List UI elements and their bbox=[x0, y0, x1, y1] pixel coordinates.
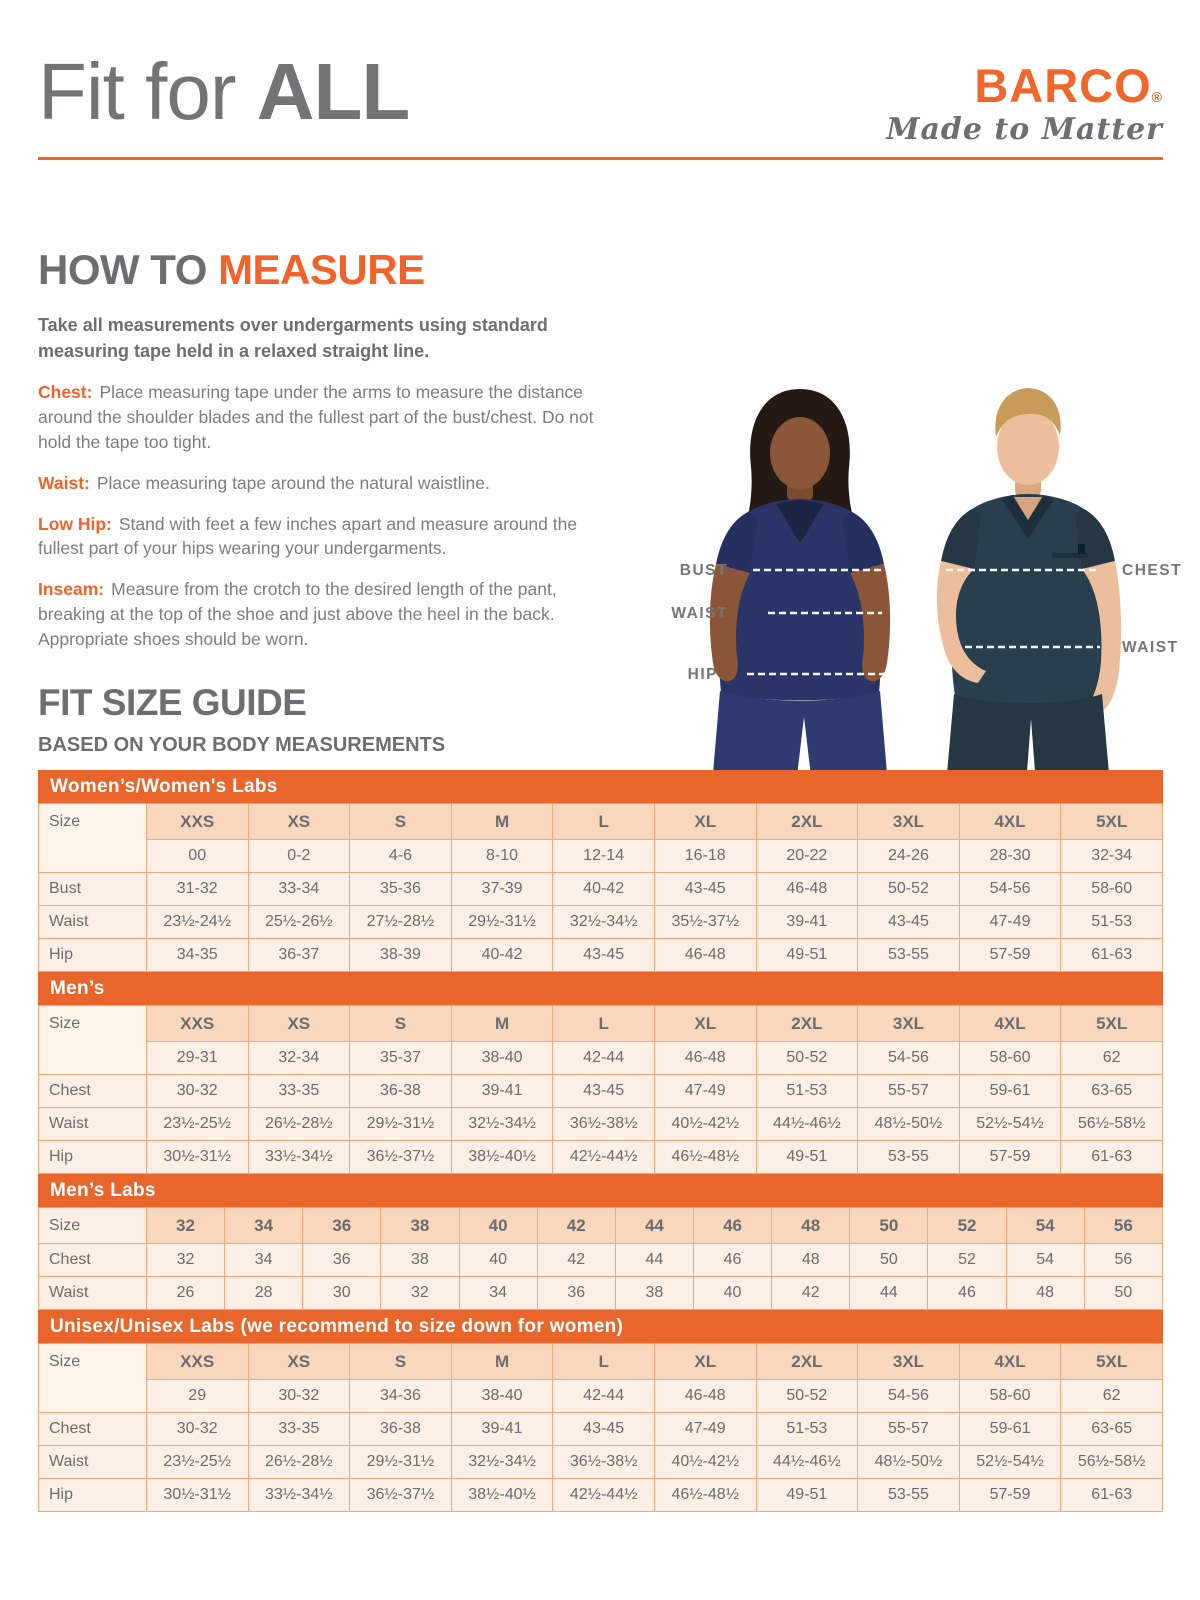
measure-cell: 39-41 bbox=[451, 1413, 553, 1446]
numeric-size-cell: 50-52 bbox=[756, 1042, 858, 1075]
numeric-size-cell: 42-44 bbox=[553, 1042, 655, 1075]
measure-cell: 58-60 bbox=[1061, 873, 1163, 906]
measure-cell: 40 bbox=[459, 1244, 537, 1277]
measure-row-label: Waist bbox=[39, 1446, 147, 1479]
size-header-cell: 5XL bbox=[1061, 804, 1163, 840]
measure-cell: 51-53 bbox=[756, 1075, 858, 1108]
size-row-label: Size bbox=[39, 804, 147, 873]
brand-tagline: Made to Matter bbox=[886, 112, 1163, 147]
measure-term-lowhip: Low Hip: bbox=[38, 513, 112, 534]
size-header-cell: XS bbox=[248, 804, 350, 840]
measure-cell: 43-45 bbox=[553, 1075, 655, 1108]
measure-cell: 52½-54½ bbox=[959, 1446, 1061, 1479]
numeric-size-cell: 12-14 bbox=[553, 840, 655, 873]
numeric-size-cell: 28-30 bbox=[959, 840, 1061, 873]
measure-cell: 42½-44½ bbox=[553, 1479, 655, 1512]
measure-cell: 40-42 bbox=[451, 939, 553, 972]
measure-cell: 43-45 bbox=[858, 906, 960, 939]
size-header-cell: 52 bbox=[928, 1208, 1006, 1244]
numeric-size-cell: 46-48 bbox=[654, 1042, 756, 1075]
measure-cell: 38 bbox=[381, 1244, 459, 1277]
brand-wordmark: BARCO bbox=[974, 59, 1152, 112]
numeric-size-cell: 38-40 bbox=[451, 1380, 553, 1413]
measure-cell: 46 bbox=[693, 1244, 771, 1277]
numeric-size-cell: 32-34 bbox=[1061, 840, 1163, 873]
measure-cell: 30-32 bbox=[146, 1413, 248, 1446]
size-guide-subtitle: BASED ON YOUR BODY MEASUREMENTS bbox=[38, 734, 446, 756]
measure-cell: 56½-58½ bbox=[1061, 1108, 1163, 1141]
size-header-cell: 4XL bbox=[959, 1344, 1061, 1380]
measure-term-waist: Waist: bbox=[38, 472, 90, 493]
measure-cell: 38½-40½ bbox=[451, 1141, 553, 1174]
measure-row-label: Chest bbox=[39, 1075, 147, 1108]
measure-cell: 32 bbox=[146, 1244, 224, 1277]
size-header-cell: 3XL bbox=[858, 1006, 960, 1042]
table-row bbox=[39, 1075, 1163, 1108]
measure-cell: 36 bbox=[303, 1244, 381, 1277]
measure-cell: 48½-50½ bbox=[858, 1446, 960, 1479]
measure-cell: 47-49 bbox=[654, 1075, 756, 1108]
size-header-cell: 4XL bbox=[959, 1006, 1061, 1042]
measure-cell: 36½-37½ bbox=[350, 1141, 452, 1174]
how-to-measure-title-orange: MEASURE bbox=[218, 246, 425, 293]
measure-cell: 48 bbox=[772, 1244, 850, 1277]
numeric-size-cell: 00 bbox=[146, 840, 248, 873]
measure-cell: 29½-31½ bbox=[350, 1108, 452, 1141]
measure-row-label: Chest bbox=[39, 1244, 147, 1277]
table-row bbox=[39, 906, 1163, 939]
size-row-label: Size bbox=[39, 1208, 147, 1244]
measure-cell: 56½-58½ bbox=[1061, 1446, 1163, 1479]
numeric-size-cell: 54-56 bbox=[858, 1042, 960, 1075]
measure-cell: 38 bbox=[615, 1277, 693, 1310]
size-header-cell: S bbox=[350, 804, 452, 840]
numeric-size-cell: 62 bbox=[1061, 1042, 1163, 1075]
measure-cell: 36½-38½ bbox=[553, 1446, 655, 1479]
measure-cell: 46½-48½ bbox=[654, 1141, 756, 1174]
measure-cell: 28 bbox=[225, 1277, 303, 1310]
table-row bbox=[39, 1244, 1163, 1277]
measure-cell: 36½-37½ bbox=[350, 1479, 452, 1512]
measure-cell: 30 bbox=[303, 1277, 381, 1310]
table-row bbox=[39, 939, 1163, 972]
numeric-size-cell: 46-48 bbox=[654, 1380, 756, 1413]
measure-row-label: Waist bbox=[39, 1108, 147, 1141]
measure-cell: 42½-44½ bbox=[553, 1141, 655, 1174]
size-header-cell: 5XL bbox=[1061, 1006, 1163, 1042]
numeric-size-cell: 29 bbox=[146, 1380, 248, 1413]
measure-cell: 44 bbox=[615, 1244, 693, 1277]
size-header-cell: 42 bbox=[537, 1208, 615, 1244]
measure-cell: 52½-54½ bbox=[959, 1108, 1061, 1141]
size-table bbox=[38, 1207, 1163, 1310]
size-header-cell: XL bbox=[654, 804, 756, 840]
measure-cell: 36-37 bbox=[248, 939, 350, 972]
brand-block bbox=[886, 59, 1163, 147]
page-title-light: Fit for bbox=[38, 47, 257, 136]
size-header-cell: 4XL bbox=[959, 804, 1061, 840]
fit-size-guide-section bbox=[38, 684, 1163, 1512]
numeric-size-cell: 8-10 bbox=[451, 840, 553, 873]
measure-cell: 56 bbox=[1084, 1244, 1162, 1277]
measure-cell: 49-51 bbox=[756, 1479, 858, 1512]
measure-cell: 31-32 bbox=[146, 873, 248, 906]
measure-cell: 30½-31½ bbox=[146, 1479, 248, 1512]
measure-cell: 38-39 bbox=[350, 939, 452, 972]
numeric-size-cell: 50-52 bbox=[756, 1380, 858, 1413]
table-row bbox=[39, 1277, 1163, 1310]
measure-cell: 34 bbox=[459, 1277, 537, 1310]
size-table bbox=[38, 1005, 1163, 1174]
measure-cell: 40½-42½ bbox=[654, 1446, 756, 1479]
measure-text-chest: Place measuring tape under the arms to measure the distance around the shoulder blades and the fullest part of the bust/chest. Do not hold the tape too tight. bbox=[38, 382, 594, 452]
measure-cell: 43-45 bbox=[553, 939, 655, 972]
measure-cell: 50 bbox=[1084, 1277, 1162, 1310]
size-row-label: Size bbox=[39, 1006, 147, 1075]
brand-logo bbox=[886, 59, 1163, 112]
divider-rule bbox=[38, 157, 1163, 160]
measure-cell: 36-38 bbox=[350, 1075, 452, 1108]
measure-cell: 46 bbox=[928, 1277, 1006, 1310]
measure-cell: 46-48 bbox=[756, 873, 858, 906]
size-header-cell: 54 bbox=[1006, 1208, 1084, 1244]
measure-cell: 33½-34½ bbox=[248, 1141, 350, 1174]
size-header-cell: M bbox=[451, 1344, 553, 1380]
how-to-measure-section bbox=[38, 246, 616, 652]
measure-cell: 53-55 bbox=[858, 939, 960, 972]
size-header-cell: 36 bbox=[303, 1208, 381, 1244]
measure-cell: 52 bbox=[928, 1244, 1006, 1277]
measure-row-label: Hip bbox=[39, 1479, 147, 1512]
measure-cell: 32½-34½ bbox=[451, 1108, 553, 1141]
numeric-size-cell: 24-26 bbox=[858, 840, 960, 873]
measure-cell: 63-65 bbox=[1061, 1413, 1163, 1446]
numeric-size-cell: 58-60 bbox=[959, 1380, 1061, 1413]
measure-cell: 48½-50½ bbox=[858, 1108, 960, 1141]
numeric-size-cell: 32-34 bbox=[248, 1042, 350, 1075]
table-banner: Unisex/Unisex Labs (we recommend to size down for women) bbox=[38, 1310, 1163, 1343]
measure-cell: 54-56 bbox=[959, 873, 1061, 906]
bust-label: BUST bbox=[679, 562, 728, 579]
size-header-cell: XXS bbox=[146, 1006, 248, 1042]
waist-label-men: WAIST bbox=[1122, 639, 1179, 656]
measure-cell: 23½-25½ bbox=[146, 1446, 248, 1479]
size-header-cell: 32 bbox=[146, 1208, 224, 1244]
measure-cell: 36½-38½ bbox=[553, 1108, 655, 1141]
measure-cell: 39-41 bbox=[451, 1075, 553, 1108]
how-to-measure-title bbox=[38, 246, 616, 293]
measure-item-inseam bbox=[38, 577, 616, 652]
measure-cell: 36-38 bbox=[350, 1413, 452, 1446]
measure-cell: 61-63 bbox=[1061, 1141, 1163, 1174]
measure-cell: 49-51 bbox=[756, 939, 858, 972]
size-header-cell: 56 bbox=[1084, 1208, 1162, 1244]
measure-term-inseam: Inseam: bbox=[38, 579, 105, 600]
numeric-size-cell: 16-18 bbox=[654, 840, 756, 873]
size-header-cell: L bbox=[553, 1006, 655, 1042]
numeric-size-cell: 42-44 bbox=[553, 1380, 655, 1413]
size-header-cell: XS bbox=[248, 1006, 350, 1042]
numeric-size-cell: 4-6 bbox=[350, 840, 452, 873]
size-header-cell: XL bbox=[654, 1006, 756, 1042]
size-table bbox=[38, 803, 1163, 972]
measure-cell: 43-45 bbox=[553, 1413, 655, 1446]
measure-row-label: Hip bbox=[39, 939, 147, 972]
size-header-cell: XL bbox=[654, 1344, 756, 1380]
size-header-cell: XXS bbox=[146, 1344, 248, 1380]
numeric-size-cell: 30-32 bbox=[248, 1380, 350, 1413]
numeric-size-cell: 0-2 bbox=[248, 840, 350, 873]
measure-cell: 40-42 bbox=[553, 873, 655, 906]
size-header-cell: 48 bbox=[772, 1208, 850, 1244]
table-row bbox=[39, 1479, 1163, 1512]
size-tables bbox=[38, 770, 1163, 1512]
measure-cell: 34-35 bbox=[146, 939, 248, 972]
measure-cell: 32½-34½ bbox=[553, 906, 655, 939]
waist-label-women: WAIST bbox=[671, 605, 728, 622]
measure-cell: 23½-24½ bbox=[146, 906, 248, 939]
measure-text-inseam: Measure from the crotch to the desired length of the pant, breaking at the top of the shoe and just above the heel in the back. Appropriate shoes should be worn. bbox=[38, 579, 557, 649]
measure-cell: 53-55 bbox=[858, 1479, 960, 1512]
registered-mark: ® bbox=[1151, 89, 1163, 105]
measure-cell: 43-45 bbox=[654, 873, 756, 906]
table-banner: Men’s Labs bbox=[38, 1174, 1163, 1207]
measure-cell: 49-51 bbox=[756, 1141, 858, 1174]
measure-cell: 57-59 bbox=[959, 1479, 1061, 1512]
measure-cell: 50 bbox=[850, 1244, 928, 1277]
measure-cell: 44 bbox=[850, 1277, 928, 1310]
measure-row-label: Waist bbox=[39, 1277, 147, 1310]
measure-cell: 25½-26½ bbox=[248, 906, 350, 939]
measure-cell: 30-32 bbox=[146, 1075, 248, 1108]
size-header-cell: M bbox=[451, 1006, 553, 1042]
size-header-cell: 3XL bbox=[858, 1344, 960, 1380]
size-header-cell: 2XL bbox=[756, 1006, 858, 1042]
numeric-size-cell: 35-37 bbox=[350, 1042, 452, 1075]
size-header-cell: 50 bbox=[850, 1208, 928, 1244]
size-header-cell: L bbox=[553, 1344, 655, 1380]
size-header-cell: 44 bbox=[615, 1208, 693, 1244]
measure-cell: 47-49 bbox=[959, 906, 1061, 939]
size-header-cell: 2XL bbox=[756, 1344, 858, 1380]
measure-cell: 27½-28½ bbox=[350, 906, 452, 939]
size-header-cell: M bbox=[451, 804, 553, 840]
measure-cell: 53-55 bbox=[858, 1141, 960, 1174]
measure-cell: 39-41 bbox=[756, 906, 858, 939]
table-row bbox=[39, 1446, 1163, 1479]
measure-cell: 26½-28½ bbox=[248, 1446, 350, 1479]
size-header-cell: 2XL bbox=[756, 804, 858, 840]
measure-cell: 29½-31½ bbox=[350, 1446, 452, 1479]
measure-intro: Take all measurements over undergarments using standard measuring tape held in a relaxed straight line. bbox=[38, 315, 548, 362]
measure-row-label: Chest bbox=[39, 1413, 147, 1446]
measure-cell: 61-63 bbox=[1061, 939, 1163, 972]
size-header-cell: 38 bbox=[381, 1208, 459, 1244]
page-title bbox=[38, 48, 409, 136]
how-to-measure-title-gray: HOW TO bbox=[38, 246, 207, 293]
table-banner: Women’s/Women's Labs bbox=[38, 770, 1163, 803]
hip-label: HIP bbox=[687, 666, 718, 683]
measure-cell: 35½-37½ bbox=[654, 906, 756, 939]
measure-cell: 30½-31½ bbox=[146, 1141, 248, 1174]
table-banner: Men’s bbox=[38, 972, 1163, 1005]
measure-cell: 59-61 bbox=[959, 1075, 1061, 1108]
numeric-size-cell: 54-56 bbox=[858, 1380, 960, 1413]
size-header-cell: 5XL bbox=[1061, 1344, 1163, 1380]
measure-cell: 32 bbox=[381, 1277, 459, 1310]
measure-cell: 63-65 bbox=[1061, 1075, 1163, 1108]
measure-cell: 54 bbox=[1006, 1244, 1084, 1277]
size-header-cell: L bbox=[553, 804, 655, 840]
measure-cell: 34 bbox=[225, 1244, 303, 1277]
size-header-cell: 3XL bbox=[858, 804, 960, 840]
measure-item-chest bbox=[38, 380, 616, 455]
measure-cell: 55-57 bbox=[858, 1075, 960, 1108]
size-header-cell: XXS bbox=[146, 804, 248, 840]
numeric-size-cell: 34-36 bbox=[350, 1380, 452, 1413]
measure-item-waist bbox=[38, 471, 616, 496]
numeric-size-cell: 38-40 bbox=[451, 1042, 553, 1075]
table-row bbox=[39, 1108, 1163, 1141]
measure-text-waist: Place measuring tape around the natural waistline. bbox=[96, 472, 490, 493]
size-header-cell: 34 bbox=[225, 1208, 303, 1244]
measure-cell: 46-48 bbox=[654, 939, 756, 972]
measure-cell: 57-59 bbox=[959, 939, 1061, 972]
measure-cell: 29½-31½ bbox=[451, 906, 553, 939]
measure-term-chest: Chest: bbox=[38, 382, 93, 403]
measure-cell: 26½-28½ bbox=[248, 1108, 350, 1141]
measure-row-label: Waist bbox=[39, 906, 147, 939]
measure-cell: 47-49 bbox=[654, 1413, 756, 1446]
size-header-cell: 40 bbox=[459, 1208, 537, 1244]
numeric-size-cell: 29-31 bbox=[146, 1042, 248, 1075]
measure-cell: 36 bbox=[537, 1277, 615, 1310]
measure-text-lowhip: Stand with feet a few inches apart and measure around the fullest part of your hips wearing your undergarments. bbox=[38, 513, 578, 559]
size-guide-title: FIT SIZE GUIDE bbox=[38, 682, 307, 723]
measure-cell: 61-63 bbox=[1061, 1479, 1163, 1512]
measure-row-label: Bust bbox=[39, 873, 147, 906]
measure-row-label: Hip bbox=[39, 1141, 147, 1174]
measure-cell: 40½-42½ bbox=[654, 1108, 756, 1141]
size-header-cell: S bbox=[350, 1006, 452, 1042]
table-row bbox=[39, 873, 1163, 906]
measure-cell: 32½-34½ bbox=[451, 1446, 553, 1479]
numeric-size-cell: 58-60 bbox=[959, 1042, 1061, 1075]
measure-item-lowhip bbox=[38, 512, 616, 562]
measure-cell: 42 bbox=[772, 1277, 850, 1310]
measure-cell: 33-35 bbox=[248, 1413, 350, 1446]
measure-cell: 26 bbox=[146, 1277, 224, 1310]
measure-cell: 38½-40½ bbox=[451, 1479, 553, 1512]
measure-cell: 23½-25½ bbox=[146, 1108, 248, 1141]
size-header-cell: S bbox=[350, 1344, 452, 1380]
measure-cell: 37-39 bbox=[451, 873, 553, 906]
measure-cell: 33-35 bbox=[248, 1075, 350, 1108]
measure-cell: 46½-48½ bbox=[654, 1479, 756, 1512]
measure-cell: 42 bbox=[537, 1244, 615, 1277]
numeric-size-cell: 62 bbox=[1061, 1380, 1163, 1413]
measure-cell: 35-36 bbox=[350, 873, 452, 906]
measure-cell: 51-53 bbox=[756, 1413, 858, 1446]
measure-cell: 59-61 bbox=[959, 1413, 1061, 1446]
measure-cell: 50-52 bbox=[858, 873, 960, 906]
measure-cell: 57-59 bbox=[959, 1141, 1061, 1174]
table-row bbox=[39, 1413, 1163, 1446]
measure-cell: 48 bbox=[1006, 1277, 1084, 1310]
size-header-cell: 46 bbox=[693, 1208, 771, 1244]
table-row bbox=[39, 1141, 1163, 1174]
measure-cell: 33½-34½ bbox=[248, 1479, 350, 1512]
numeric-size-cell: 20-22 bbox=[756, 840, 858, 873]
size-header-cell: XS bbox=[248, 1344, 350, 1380]
page-title-bold: ALL bbox=[256, 47, 410, 136]
size-row-label: Size bbox=[39, 1344, 147, 1413]
chest-label: CHEST bbox=[1122, 562, 1183, 579]
size-table bbox=[38, 1343, 1163, 1512]
measure-cell: 44½-46½ bbox=[756, 1108, 858, 1141]
measure-cell: 33-34 bbox=[248, 873, 350, 906]
measure-cell: 40 bbox=[693, 1277, 771, 1310]
measure-cell: 44½-46½ bbox=[756, 1446, 858, 1479]
measure-cell: 51-53 bbox=[1061, 906, 1163, 939]
measure-cell: 55-57 bbox=[858, 1413, 960, 1446]
